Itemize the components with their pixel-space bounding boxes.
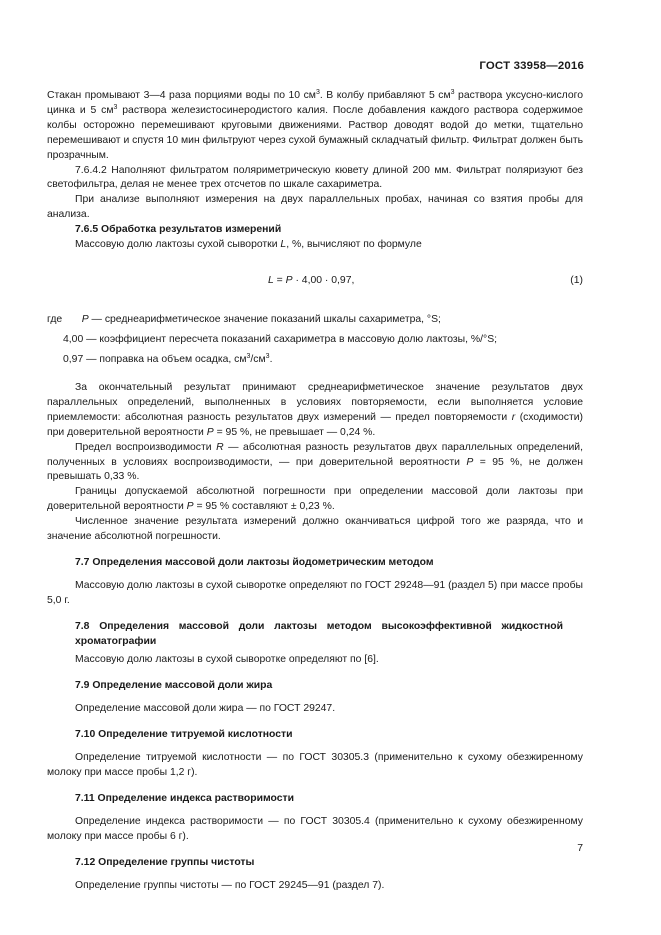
paragraph-lactose-formula-intro: Массовую долю лактозы сухой сыворотки L, %, вычисляют по формуле	[75, 239, 422, 251]
heading-7-11: 7.11 Определение индекса растворимости	[75, 792, 294, 804]
document-code-header: ГОСТ 33958—2016	[479, 60, 584, 72]
heading-7-8: 7.8 Определения массовой доли лактозы методом высокоэффективной жидкостной хроматографии	[75, 620, 563, 647]
heading-7-10: 7.10 Определение титруемой кислотности	[75, 729, 293, 741]
heading-7-9: 7.9 Определение массовой доли жира	[75, 680, 273, 692]
paragraph-parallel-samples: При анализе выполняют измерения на двух параллельных пробах, начиная со взятия пробы для анализа.	[47, 194, 583, 221]
formula-definitions	[47, 310, 583, 370]
formula-1	[47, 274, 583, 289]
paragraph-7-7: Массовую долю лактозы в сухой сыворотке определяют по ГОСТ 29248—91 (раздел 5) при массе пробы 5,0 г.	[47, 579, 583, 606]
definition-4-00: 4,00 — коэффициент пересчета показаний сахариметра в массовую долю лактозы, %/°S;	[63, 333, 498, 345]
paragraph-7-12: Определение группы чистоты — по ГОСТ 29245—91 (раздел 7).	[75, 879, 385, 891]
paragraph-7-9: Определение массовой доли жира — по ГОСТ 29247.	[75, 703, 336, 715]
definition-0-97: 0,97 — поправка на объем осадка, $см^3/см^3$.	[63, 352, 273, 365]
paragraph-7-11: Определение индекса растворимости — по ГОСТ 30305.4 (применительно к сухому обезжиренному молоку при массе пробы 6 г).	[47, 815, 583, 842]
paragraph-final-result: За окончательный результат принимают среднеарифметическое значение результатов двух параллельных определений, выполненных в условиях повторяемости, если выполняется условие приемлемости: абсолютная разность результатов двух измерений — предел повторяемости r (сходимости) при доверительной вероятности P = 95 %, не превышает — 0,24 %.	[47, 381, 583, 438]
paragraph-rinse-beaker: Стакан промывают 3—4 раза порциями воды по 10 $см^3$. В колбу прибавляют 5 $см^3$ раствора уксусно-кислого цинка и 5 $см^3$ раствора железистосинеродистого калия. После добавления каждого раствора содержимое колбы осторожно перемешивают круговыми движениями. Раствор доводят водой до метки, тщательно перемешивают и спустя 10 мин фильтруют через сухой бумажный складчатый фильтр. Фильтрат должен быть прозрачным.	[47, 89, 583, 161]
paragraph-error-bounds: Границы допускаемой абсолютной погрешности при определении массовой доли лактозы при доверительной вероятности P = 95 % составляют ± 0,23 %.	[47, 486, 583, 513]
paragraph-7-6-4-2: 7.6.4.2 Наполняют фильтратом поляриметрическую кювету длиной 200 мм. Фильтрат поляризуют без светофильтра, делая не менее трех отсчетов по шкале сахариметра.	[47, 164, 583, 191]
paragraph-numeric-value: Численное значение результата измерений должно оканчиваться цифрой того же разряда, что и значение абсолютной погрешности.	[47, 516, 583, 543]
definition-P: где P — среднеарифметическое значение показаний шкалы сахариметра, °S;	[47, 313, 441, 325]
formula-expression: L = P · 4,00 · 0,97,	[268, 274, 355, 286]
document-body	[47, 89, 583, 893]
formula-number: (1)	[570, 274, 583, 286]
heading-7-6-5: 7.6.5 Обработка результатов измерений	[75, 224, 282, 236]
heading-7-7: 7.7 Определения массовой доли лактозы йодометрическим методом	[75, 556, 434, 568]
heading-7-12: 7.12 Определение группы чистоты	[75, 856, 255, 868]
paragraph-7-10: Определение титруемой кислотности — по ГОСТ 30305.3 (применительно к сухому обезжиренному молоку при массе пробы 1,2 г).	[47, 752, 583, 778]
page-number: 7	[577, 843, 583, 854]
paragraph-7-8: Массовую долю лактозы в сухой сыворотке определяют по [6].	[75, 654, 379, 666]
paragraph-reproducibility: Предел воспроизводимости R — абсолютная разность результатов двух параллельных определений, полученных в условиях воспроизводимости, — при доверительной вероятности P = 95 %, не должен превышать 0,33 %.	[47, 441, 583, 483]
